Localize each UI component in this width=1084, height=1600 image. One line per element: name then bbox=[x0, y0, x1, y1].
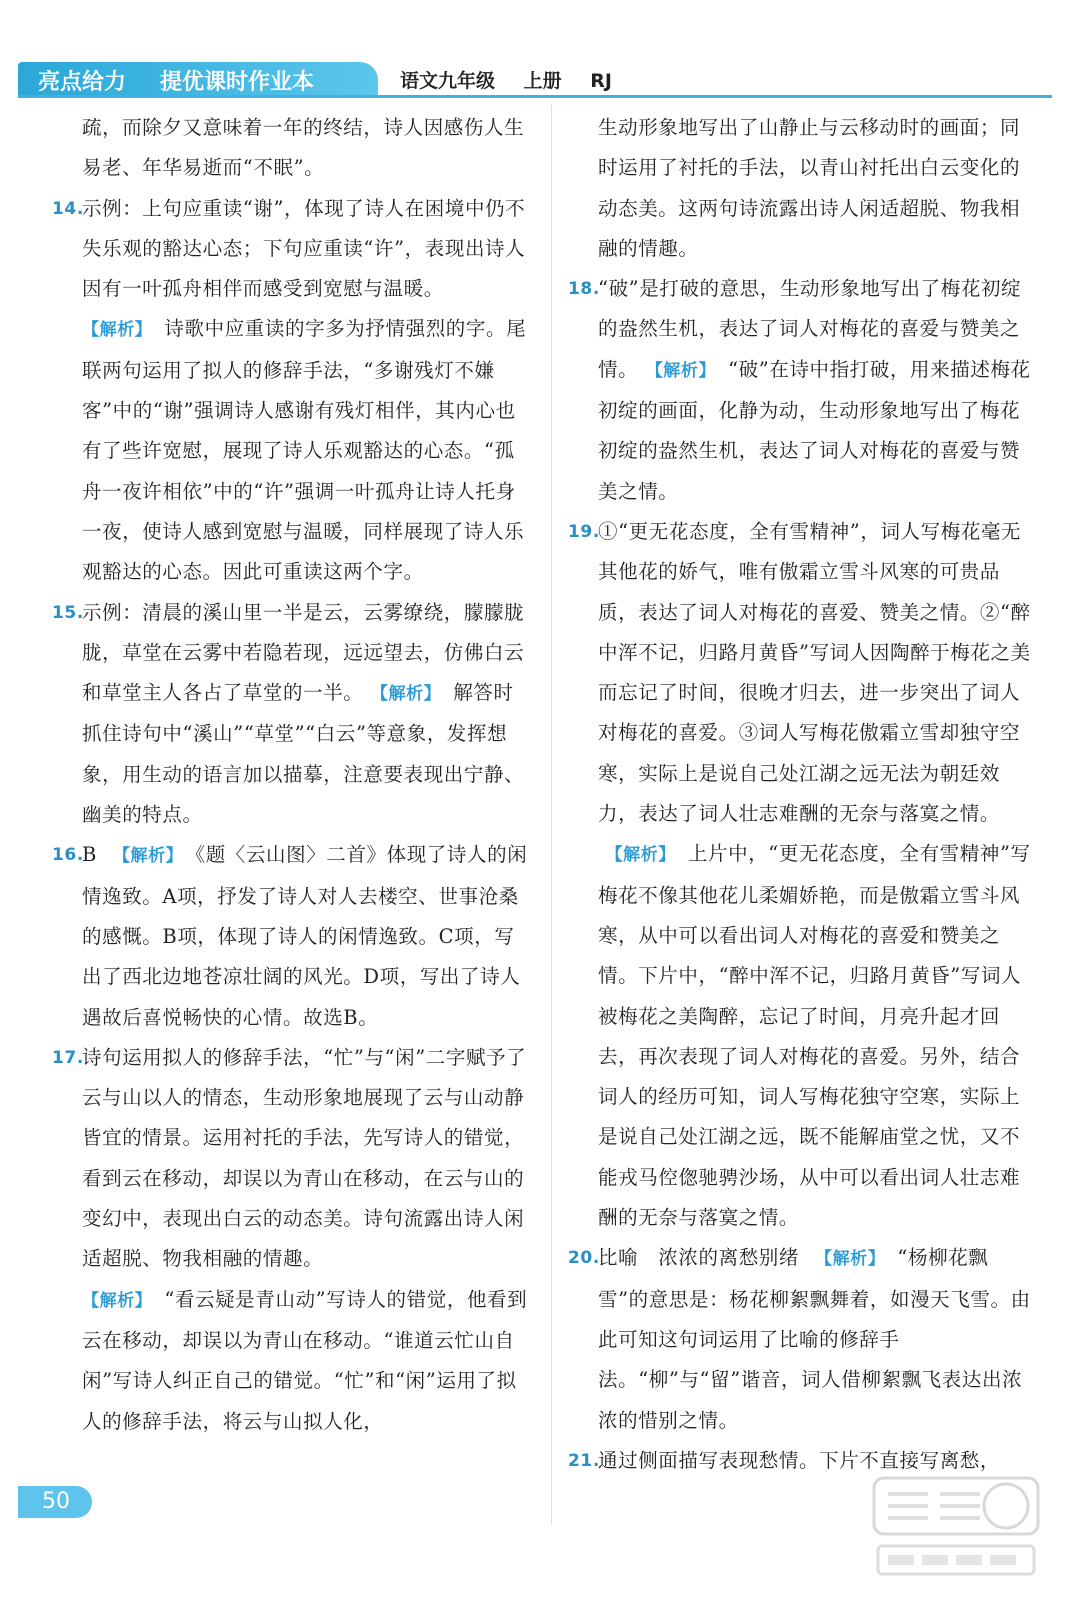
analysis-text: “看云疑是青山动”写诗人的错觉，他看到云在移动，却误以为青山在移动。“谁道云忙山自闲”写诗人纠正自己的错觉。“忙”和“闲”运用了拟人的修辞手法，将云与山拟人化， bbox=[82, 1287, 528, 1433]
item-number: 16. bbox=[52, 845, 84, 866]
analysis-tag: 【解析】 bbox=[112, 846, 184, 867]
answer-text: 示例：清晨的溪山里一半是云，云雾缭绕，朦朦胧胧，草堂在云雾中若隐若现，远远望去，仿佛白云和草堂主人各占了草堂的一半。 bbox=[82, 600, 525, 705]
edition-label: RJ bbox=[590, 70, 612, 92]
analysis-text: 解答时抓住诗句中“溪山”“草堂”“白云”等意象，发挥想象，用生动的语言加以描摹，注意要表现出宁静、幽美的特点。 bbox=[82, 681, 525, 827]
analysis-text: 《题〈云山图〉二首》体现了诗人的闲情逸致。A项，抒发了诗人对人去楼空、世事沧桑的感慨。B项，体现了诗人的闲情逸致。C项，写出了西北边地苍凉壮阔的风光。D项，写出了诗人遇故后喜悦畅快的心情。故选B。 bbox=[82, 843, 528, 1029]
analysis-text: “杨柳花飘雪”的意思是：杨花柳絮飘舞着，如漫天飞雪。由此可知这句词运用了比喻的修辞手法。“柳”与“留”谐音，词人借柳絮飘飞表达出浓浓的惜别之情。 bbox=[598, 1246, 1031, 1432]
analysis-text: 上片中，“更无花态度，全有雪精神”写梅花不像其他花儿柔媚娇艳，而是傲霜立雪斗风寒，从中可以看出词人对梅花的喜爱和赞美之情。下片中，“醉中浑不记，归路月黄昏”写词人被梅花之美陶醉，忘记了时间，月亮升起才回去，再次表现了词人对梅花的喜爱。另外，结合词人的经历可知，词人写梅花独守空寒，实际上是说自己处江湖之远，既不能解庙堂之忧，又不能戎马倥偬驰骋沙场，从中可以看出词人壮志难酬的无奈与落寞之情。 bbox=[598, 842, 1031, 1230]
answer-text: “破”是打破的意思，生动形象地写出了梅花初绽的盎然生机，表达了词人对梅花的喜爱与赞美之情。 bbox=[598, 277, 1022, 381]
series-title: 亮点给力 bbox=[38, 70, 127, 95]
item-number: 17. bbox=[52, 1047, 84, 1068]
answer-item-15 bbox=[52, 593, 530, 836]
right-column bbox=[568, 108, 1038, 1481]
page-number: 50 bbox=[18, 1486, 92, 1518]
volume-label: 上册 bbox=[523, 70, 562, 92]
header-banner bbox=[18, 62, 378, 96]
subject-label: 语文九年级 bbox=[400, 70, 496, 92]
item-number: 15. bbox=[52, 602, 84, 623]
answer-with-analysis bbox=[598, 1238, 1038, 1440]
answer-text: B bbox=[82, 843, 97, 867]
answer-with-analysis bbox=[598, 269, 1038, 512]
answer-item-14 bbox=[52, 189, 530, 593]
answer-text: 诗句运用拟人的修辞手法，“忙”与“闲”二字赋予了云与山以人的情态，生动形象地展现了云与山动静皆宜的情景。运用衬托的手法，先写诗人的错觉，看到云在移动，却误以为青山在移动，在云与山的变幻中，表现出白云的动态美。诗句流露出诗人闲适超脱、物我相融的情趣。 bbox=[82, 1045, 527, 1271]
item-number: 20. bbox=[568, 1248, 600, 1269]
item-number: 18. bbox=[568, 279, 600, 300]
answer-item-16 bbox=[52, 835, 530, 1037]
answer-item-17 bbox=[52, 1038, 530, 1442]
header-subject-info bbox=[400, 66, 634, 93]
column-divider bbox=[551, 105, 552, 1525]
analysis-text: “破”在诗中指打破，用来描述梅花初绽的画面，化静为动，生动形象地写出了梅花初绽的盎然生机，表达了词人对梅花的喜爱与赞美之情。 bbox=[598, 357, 1031, 503]
analysis-tag: 【解析】 bbox=[654, 360, 717, 381]
answer-text: 示例：上句应重读“谢”，体现了诗人在困境中仍不失乐观的豁达心态；下句应重读“许”，表现出诗人因有一叶孤舟相伴而感受到宽慰与温暖。 bbox=[82, 196, 526, 301]
analysis-tag: 【解析】 bbox=[815, 1249, 886, 1270]
answer-text: 比喻 浓浓的离愁别绪 bbox=[598, 1246, 800, 1270]
analysis-tag: 【解析】 bbox=[82, 1290, 153, 1311]
continuation-text: 疏，而除夕又意味着一年的终结，诗人因感伤人生易老、年华易逝而“不眠”。 bbox=[82, 116, 525, 180]
continuation-text: 生动形象地写出了山静止与云移动时的画面；同时运用了衬托的手法，以青山衬托出白云变化的动态美。这两句诗流露出诗人闲适超脱、物我相融的情趣。 bbox=[598, 116, 1021, 260]
answer-item-18 bbox=[568, 269, 1038, 512]
header-rule bbox=[18, 95, 1052, 98]
left-column bbox=[52, 108, 530, 1442]
analysis-tag: 【解析】 bbox=[82, 320, 153, 341]
analysis-tag: 【解析】 bbox=[379, 684, 442, 705]
analysis-block bbox=[82, 309, 530, 592]
watermark-stamp-icon bbox=[868, 1472, 1044, 1582]
answer-with-analysis bbox=[82, 835, 530, 1037]
page-header bbox=[18, 62, 1052, 96]
analysis-block bbox=[82, 1280, 530, 1442]
item-number: 14. bbox=[52, 198, 84, 219]
analysis-tag: 【解析】 bbox=[614, 845, 676, 866]
item-number: 21. bbox=[568, 1450, 600, 1471]
book-title: 提优课时作业本 bbox=[160, 70, 315, 95]
answer-item-19 bbox=[568, 512, 1038, 1238]
analysis-text: 诗歌中应重读的字多为抒情强烈的字。尾联两句运用了拟人的修辞手法，“多谢残灯不嫌客”中的“谢”强调诗人感谢有残灯相伴，其内心也有了些许宽慰，展现了诗人乐观豁达的心态。“孤舟一夜许相依”中的“许”强调一叶孤舟让诗人托身一夜，使诗人感到宽慰与温暖，同样展现了诗人乐观豁达的心态。因此可重读这两个字。 bbox=[82, 317, 527, 584]
answer-with-analysis bbox=[598, 512, 1038, 1238]
answer-text: 通过侧面描写表现愁情。下片不直接写离愁， bbox=[598, 1448, 1001, 1472]
answer-with-analysis bbox=[82, 593, 530, 836]
answer-text: ①“更无花态度，全有雪精神”，词人写梅花毫无其他花的娇气，唯有傲霜立雪斗风寒的可贵品质，表达了词人对梅花的喜爱、赞美之情。②“醉中浑不记，归路月黄昏”写词人因陶醉于梅花之美而忘记了时间，很晚才归去，进一步突出了词人对梅花的喜爱。③词人写梅花傲霜立雪却独守空寒，实际上是说自己处江湖之远无法为朝廷效力，表达了词人壮志难酬的无奈与落寞之情。 bbox=[598, 519, 1031, 826]
answer-item-20 bbox=[568, 1238, 1038, 1440]
item-number: 19. bbox=[568, 521, 600, 542]
